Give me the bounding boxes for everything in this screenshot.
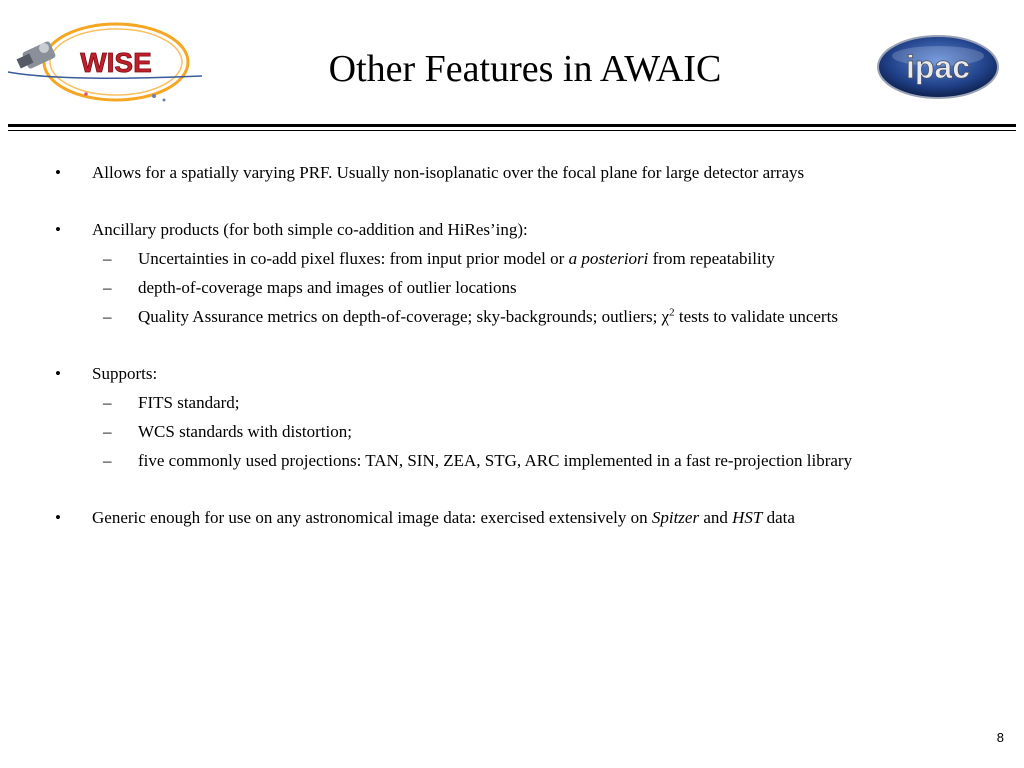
dash-marker: – bbox=[103, 249, 112, 268]
bullet-item bbox=[0, 503, 1024, 532]
sub-item bbox=[0, 244, 1024, 273]
bullet-text: Supports: bbox=[92, 364, 158, 383]
chi-symbol: χ bbox=[661, 307, 670, 326]
title-rule-thick bbox=[8, 124, 1016, 127]
sub-item-text: WCS standards with distortion; bbox=[138, 422, 352, 441]
bullet-item bbox=[0, 158, 1024, 187]
sub-item bbox=[0, 273, 1024, 302]
sub-item bbox=[0, 302, 1024, 331]
sub-item bbox=[0, 446, 1024, 475]
dash-marker: – bbox=[103, 393, 112, 412]
bullet-marker: • bbox=[55, 220, 61, 239]
title-rule-thin bbox=[8, 130, 1016, 131]
sub-item bbox=[0, 417, 1024, 446]
dash-marker: – bbox=[103, 422, 112, 441]
sub-item-text: five commonly used projections: TAN, SIN, ZEA, STG, ARC implemented in a fast re-projection library bbox=[138, 451, 853, 470]
bullet-item bbox=[0, 215, 1024, 244]
bullet-text: Ancillary products (for both simple co-addition and HiRes’ing): bbox=[92, 220, 528, 239]
bullet-marker: • bbox=[55, 508, 61, 527]
bullet-marker: • bbox=[55, 364, 61, 383]
slide-content bbox=[0, 158, 1024, 532]
sub-item bbox=[0, 388, 1024, 417]
dash-marker: – bbox=[103, 307, 112, 326]
bullet-text: Allows for a spatially varying PRF. Usually non-isoplanatic over the focal plane for large detector arrays bbox=[92, 163, 805, 182]
sub-item-text: Uncertainties in co-add pixel fluxes: from input prior model or a posteriori from repeatability bbox=[138, 249, 775, 268]
dash-marker: – bbox=[103, 451, 112, 470]
sub-item-text: depth-of-coverage maps and images of outlier locations bbox=[138, 278, 517, 297]
sub-item-text: FITS standard; bbox=[138, 393, 240, 412]
bullet-item bbox=[0, 359, 1024, 388]
ipac-logo bbox=[876, 34, 1000, 100]
page-number: 8 bbox=[996, 730, 1004, 745]
dash-marker: – bbox=[103, 278, 112, 297]
slide-title: Other Features in AWAIC bbox=[328, 48, 722, 90]
sub-item-text: Quality Assurance metrics on depth-of-coverage; sky-backgrounds; outliers; $\chi^2$ tests to validate uncerts bbox=[138, 306, 838, 326]
svg-text:ipac: ipac bbox=[905, 49, 971, 85]
wise-logo bbox=[4, 10, 204, 110]
bullet-text: Generic enough for use on any astronomical image data: exercised extensively on Spitzer and HST data bbox=[92, 508, 795, 527]
bullet-marker: • bbox=[55, 163, 61, 182]
svg-text:WISE: WISE bbox=[80, 47, 152, 78]
